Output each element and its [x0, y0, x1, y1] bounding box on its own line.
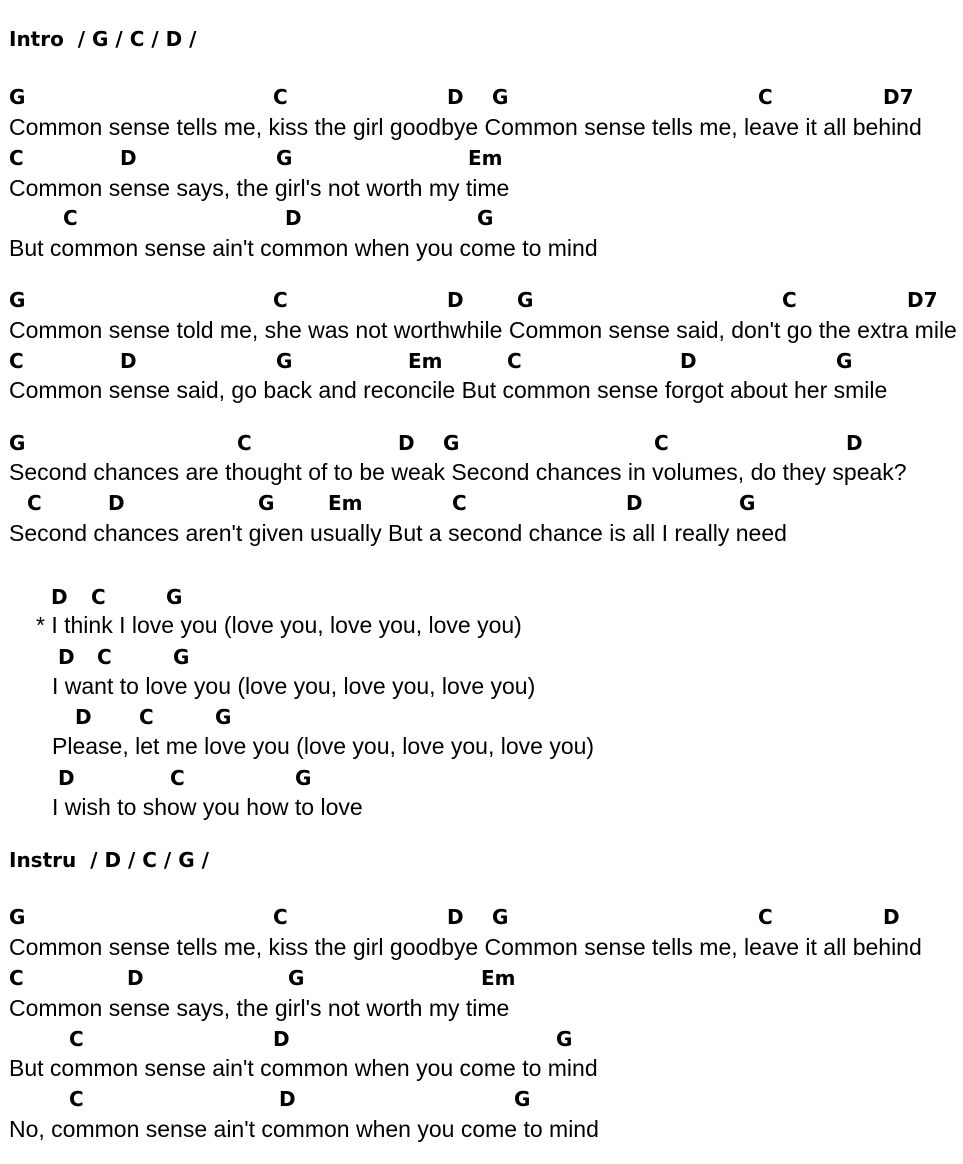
chord: G	[276, 146, 293, 170]
chord: D	[58, 766, 75, 790]
chord: G	[258, 491, 275, 515]
chord: G	[9, 905, 26, 929]
chord: C	[273, 288, 288, 312]
chord: G	[443, 431, 460, 455]
chord: C	[27, 491, 42, 515]
lyric-line: I wish to show you how to love	[52, 794, 363, 820]
lyric-line: I want to love you (love you, love you, love you)	[52, 673, 536, 699]
chord: D	[120, 146, 137, 170]
lyric-line: Please, let me love you (love you, love you, love you)	[52, 733, 595, 759]
chord: C	[452, 491, 467, 515]
chord: G	[9, 431, 26, 455]
chord: D	[447, 288, 464, 312]
chord: D	[626, 491, 643, 515]
chord: D7	[883, 85, 914, 109]
chord: D	[680, 349, 697, 373]
chord: C	[273, 85, 288, 109]
chord: D	[108, 491, 125, 515]
chord: D	[398, 431, 415, 455]
chord: C	[9, 349, 24, 373]
chord: G	[477, 206, 494, 230]
chord: C	[69, 1027, 84, 1051]
chord: C	[69, 1087, 84, 1111]
chord: C	[139, 705, 154, 729]
chord: D	[846, 431, 863, 455]
chord: D	[447, 905, 464, 929]
chord: C	[237, 431, 252, 455]
lyric-line: Common sense says, the girl's not worth my time	[9, 175, 510, 201]
chord: Em	[468, 146, 503, 170]
chord: D7	[907, 288, 938, 312]
chord: G	[9, 288, 26, 312]
chord: C	[9, 966, 24, 990]
chord: G	[492, 905, 509, 929]
chord: D	[883, 905, 900, 929]
chord: G	[514, 1087, 531, 1111]
chord: G	[517, 288, 534, 312]
chord: D	[58, 645, 75, 669]
instru-line	[9, 848, 209, 872]
chord: D	[285, 206, 302, 230]
chord: G	[215, 705, 232, 729]
chord: G	[166, 585, 183, 609]
chord: Em	[408, 349, 443, 373]
chord: G	[295, 766, 312, 790]
chord: G	[173, 645, 190, 669]
instru-label: Instru	[9, 848, 77, 872]
chord: C	[97, 645, 112, 669]
lyric-line: I think I love you (love you, love you, love you)	[51, 612, 522, 638]
chord: D	[273, 1027, 290, 1051]
chord: C	[782, 288, 797, 312]
chorus-marker: *	[36, 612, 45, 638]
lyric-line: Common sense says, the girl's not worth my time	[9, 995, 510, 1021]
chord: C	[507, 349, 522, 373]
chord: C	[654, 431, 669, 455]
chord: D	[127, 966, 144, 990]
chord: Em	[328, 491, 363, 515]
chord: C	[758, 905, 773, 929]
chord: C	[63, 206, 78, 230]
lyric-line: Common sense tells me, kiss the girl goodbye Common sense tells me, leave it all behind	[9, 934, 922, 960]
intro-pattern: / G / C / D /	[77, 27, 197, 51]
chorus-first-line	[36, 611, 522, 639]
chord: D	[447, 85, 464, 109]
intro-line	[9, 27, 196, 51]
chord: C	[170, 766, 185, 790]
instru-pattern: / D / C / G /	[90, 848, 209, 872]
chord: C	[273, 905, 288, 929]
chord: Em	[481, 966, 516, 990]
lyric-line: Common sense told me, she was not worthwhile Common sense said, don't go the extra mile	[9, 317, 957, 343]
lyric-line: Second chances aren't given usually But a second chance is all I really need	[9, 520, 787, 546]
lyric-line: Common sense tells me, kiss the girl goodbye Common sense tells me, leave it all behind	[9, 114, 922, 140]
chord: C	[91, 585, 106, 609]
chord: G	[556, 1027, 573, 1051]
chord: G	[288, 966, 305, 990]
intro-label: Intro	[9, 27, 64, 51]
chord: D	[75, 705, 92, 729]
chord: C	[9, 146, 24, 170]
lyric-line: But common sense ain't common when you come to mind	[9, 1055, 598, 1081]
chord: G	[492, 85, 509, 109]
chord: C	[758, 85, 773, 109]
chord: G	[9, 85, 26, 109]
lyric-line: Second chances are thought of to be weak Second chances in volumes, do they speak?	[9, 459, 907, 485]
chord: G	[739, 491, 756, 515]
chord: D	[279, 1087, 296, 1111]
lyric-line: Common sense said, go back and reconcile But common sense forgot about her smile	[9, 377, 888, 403]
lyric-line: But common sense ain't common when you come to mind	[9, 235, 598, 261]
chord: D	[120, 349, 137, 373]
chord: G	[276, 349, 293, 373]
chord: G	[836, 349, 853, 373]
chord: D	[51, 585, 68, 609]
lyric-line: No, common sense ain't common when you come to mind	[9, 1116, 599, 1142]
